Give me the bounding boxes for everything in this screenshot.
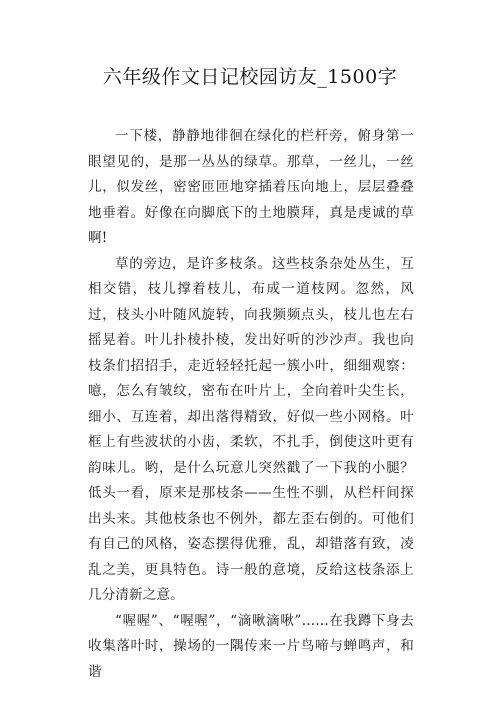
paragraph-1: 一下楼，静静地徘徊在绿化的栏杆旁，俯身第一眼望见的，是那一丛丛的绿草。那草，一丝儿，一丝儿，似发丝，密密匝匝地穿插着压向地上，层层叠叠地垂着。好像在向脚底下的土地膜拜，真是虔诚的草啊! — [88, 128, 414, 246]
document-title: 六年级作文日记校园访友_1500字 — [102, 66, 398, 88]
document-body — [88, 124, 414, 685]
paragraph-3: “喔喔”、“喔喔”，“滴啾滴啾”……在我蹲下身去收集落叶时，操场的一隅传来一片鸟啼与蝉鸣声，和谐 — [88, 612, 414, 680]
paragraph-2: 草的旁边，是许多枝条。这些枝条杂处丛生，互相交错，枝儿撑着枝儿，布成一道枝网。忽然，风过，枝头小叶随风旋转，向我频频点头，枝儿也左右摇晃着。叶儿扑棱扑棱，发出好听的沙沙声。我也向枝条们招招手，走近轻轻托起一簇小叶，细细观察：噫，怎么有皱纹，密布在叶片上，全向着叶尖生长，细小、互连着，却出落得精致，好似一些小网格。叶框上有些波状的小齿，柔软，不扎手，倒使这叶更有韵味儿。哟，是什么玩意儿突然戳了一下我的小腿？低头一看，原来是那枝条——生性不驯，从栏杆间探出头来。其他枝条也不例外，都左歪右倒的。可他们有自己的风格，姿态摆得优雅，乱，却错落有致，凌乱之美，更具特色。诗一般的意境，反给这枝条添上几分清新之意。 — [88, 255, 414, 603]
